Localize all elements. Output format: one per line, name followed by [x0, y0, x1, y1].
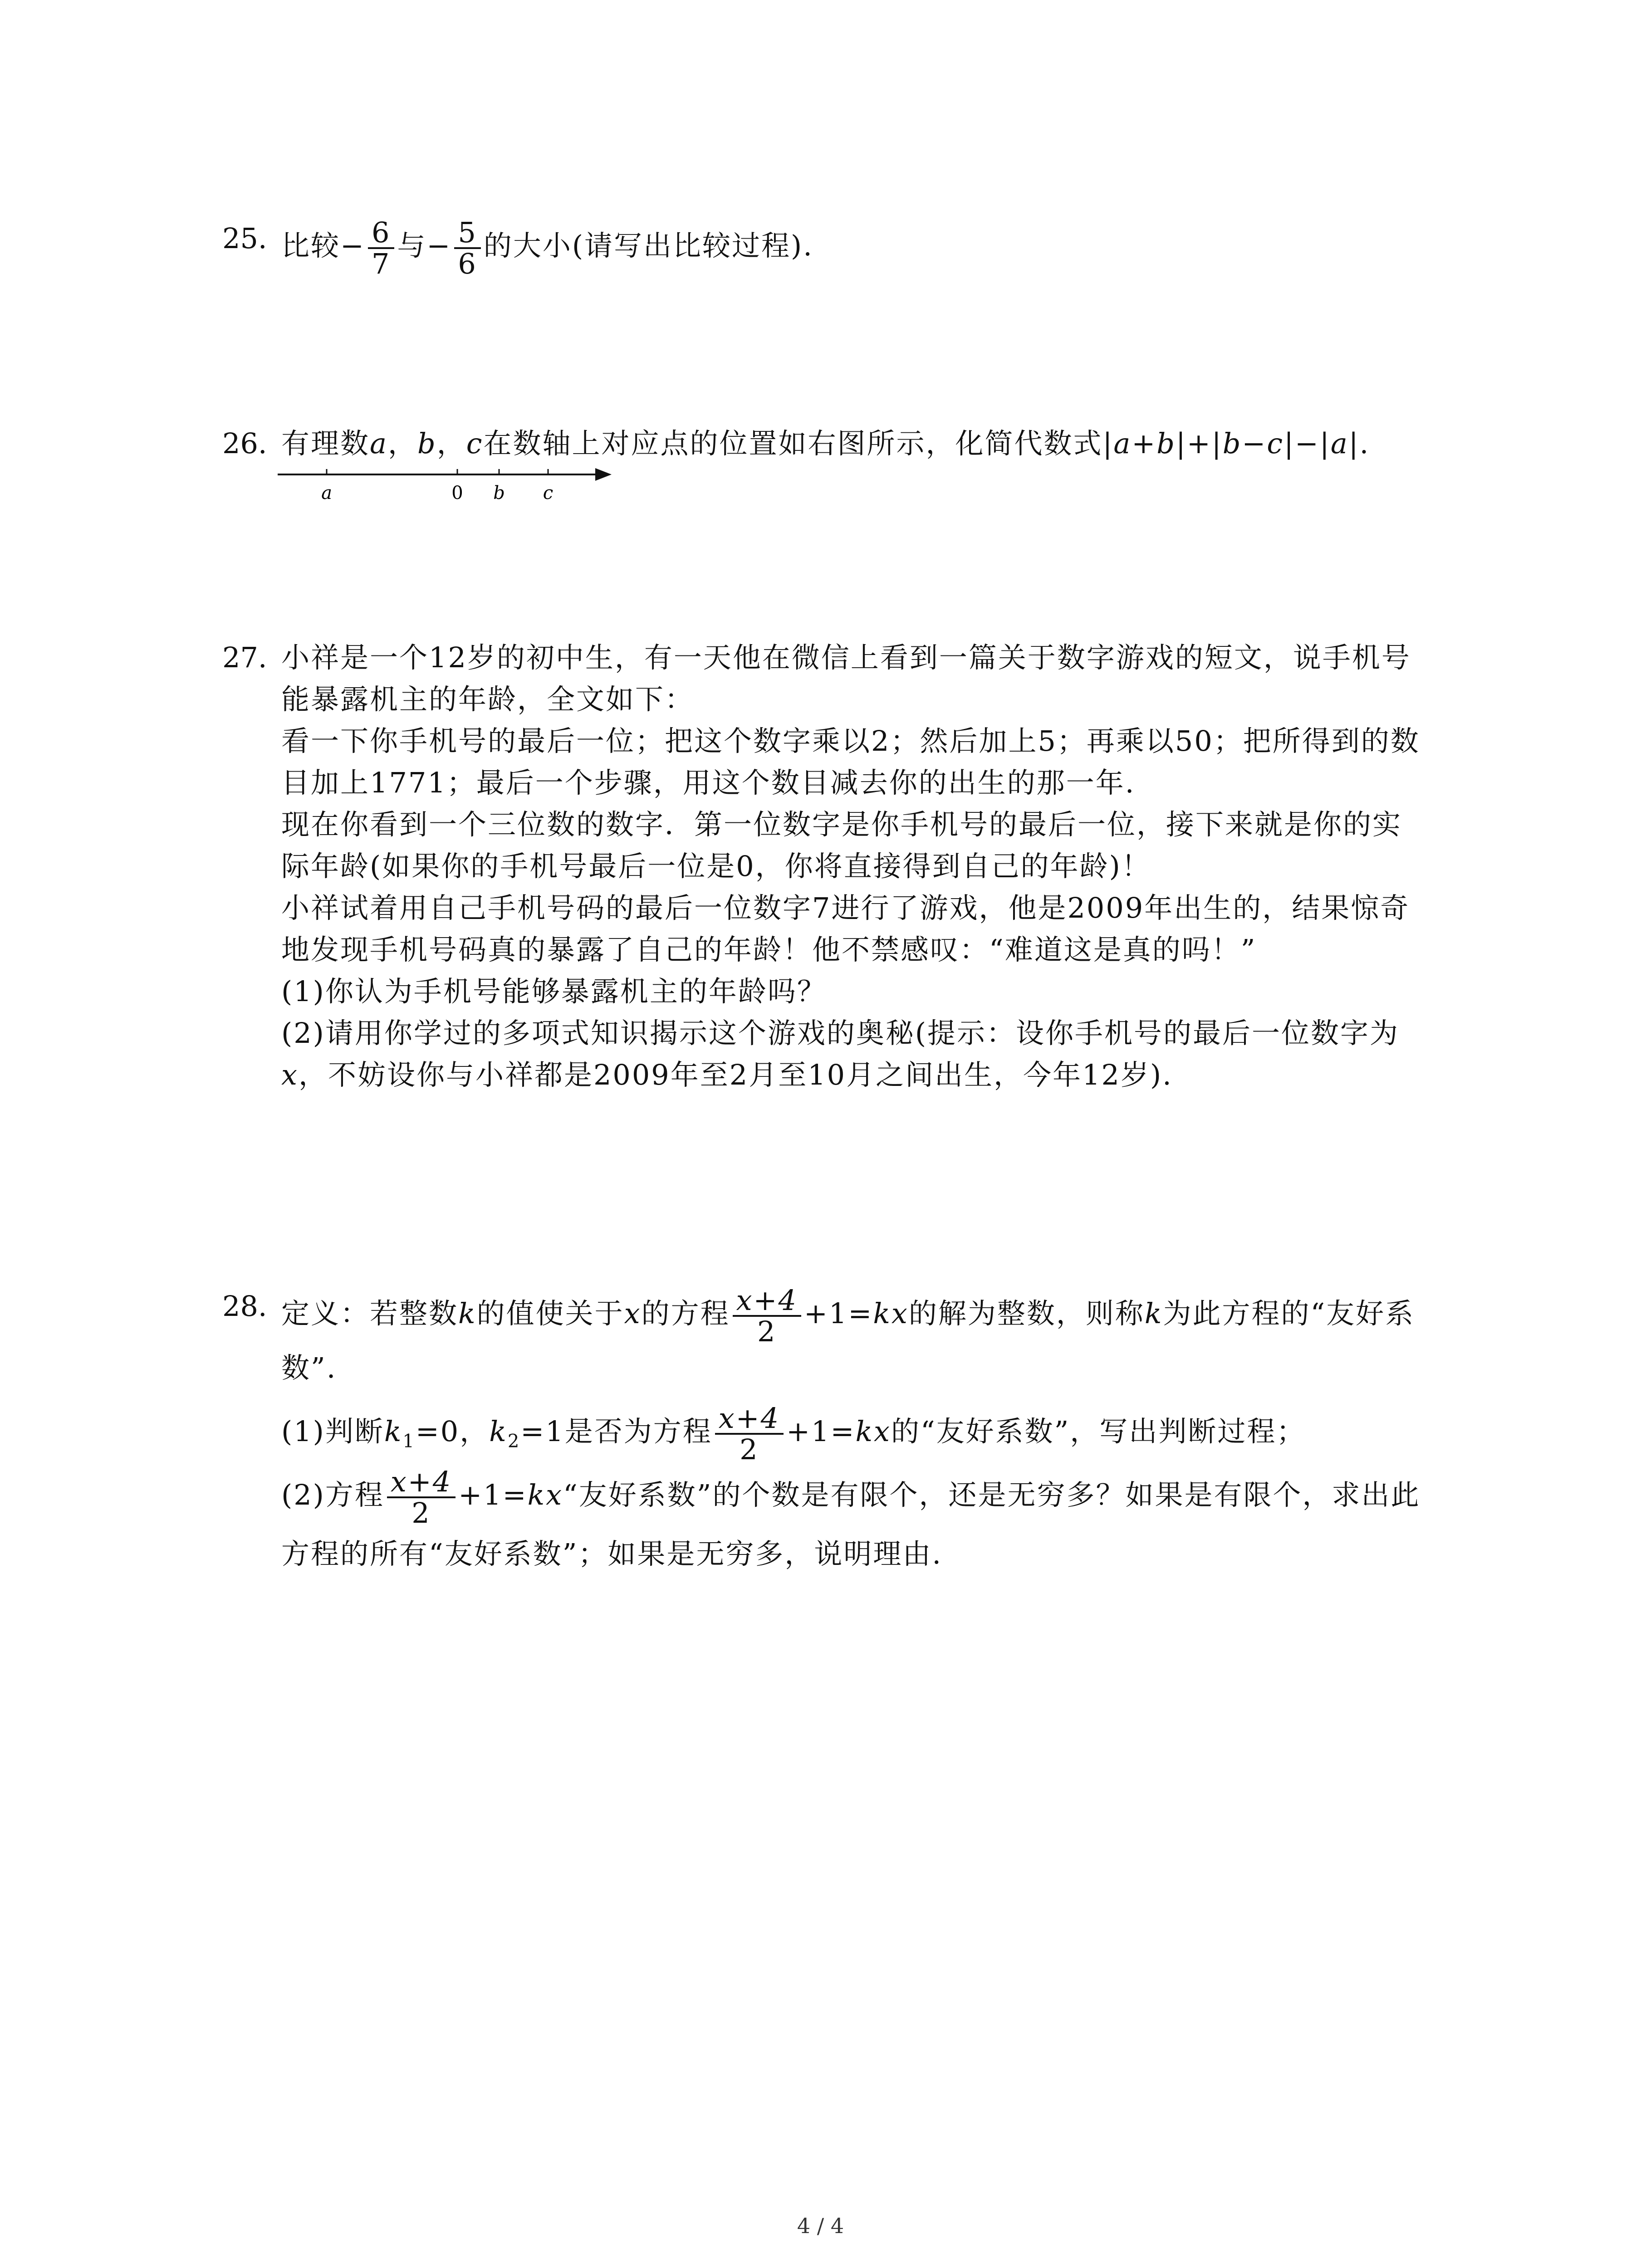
q28-s1a: (1)判断: [281, 1415, 384, 1448]
q28-subq-2: [281, 1467, 1421, 1528]
q26-text: [281, 423, 1370, 464]
q28-s1-k2: k: [489, 1415, 508, 1448]
q26-expr-bar2: |−|: [1284, 427, 1331, 460]
q28-s2-frac-num-text: x+4: [390, 1465, 452, 1498]
label-c: c: [543, 483, 554, 503]
q28-fraction: [733, 1284, 801, 1349]
q27-line-3: 看一下你手机号的最后一位；把这个数字乘以2；然后加上5；再乘以50；把所得到的数: [281, 724, 1420, 758]
q26-expr-a2: a: [1330, 427, 1349, 460]
q28-s1-fraction: [715, 1403, 784, 1464]
q26-var-c: c: [466, 427, 484, 460]
q28-subq-1: [281, 1403, 1306, 1464]
q27-line-4: 目加上1771；最后一个步骤，用这个数目减去你的出生的那一年.: [281, 766, 1136, 799]
q26-expr-plus: +: [1132, 427, 1157, 460]
page-number: 4 / 4: [797, 2214, 844, 2238]
q25-part2: 与−: [397, 229, 452, 263]
q28-frac-num-text: x+4: [736, 1284, 798, 1317]
q25-number: 25.: [222, 222, 267, 255]
q26-number: 26.: [222, 427, 267, 460]
q28-s1-frac-numerator: [715, 1403, 784, 1435]
q26-expr-b: b: [1156, 427, 1176, 460]
q25-frac1-numerator: 6: [368, 218, 394, 249]
q28-a1: 定义：若整数: [281, 1297, 459, 1330]
q28-line-1: [281, 1284, 1415, 1349]
label-zero: 0: [451, 483, 463, 503]
q28-frac-numerator: [733, 1286, 801, 1317]
q28-s2-fraction: [387, 1467, 456, 1528]
q27-number: 27.: [222, 641, 267, 674]
q27-line-6: 际年龄(如果你的手机号最后一位是0，你将直接得到自己的年龄)！: [281, 850, 1151, 883]
q28-frac-denominator: 2: [757, 1315, 777, 1349]
q26-expr-end: |.: [1348, 427, 1370, 460]
q25-frac2-numerator: 5: [454, 218, 480, 249]
q25-part1: 比较−: [281, 229, 365, 263]
q26-var-b: b: [417, 427, 437, 460]
q28-a2: 的值使关于: [476, 1297, 624, 1330]
q27-line-11-text: ，不妨设你与小祥都是2009年至2月至10月之间出生，今年12岁).: [298, 1058, 1173, 1091]
q27-line-11: [281, 1054, 1173, 1096]
q28-s2-frac-numerator: [387, 1467, 456, 1498]
q27-line-2: 能暴露机主的年龄，全文如下：: [281, 683, 695, 716]
q25-fraction-5-6: [454, 218, 480, 279]
q27-subq-1: (1)你认为手机号能够暴露机主的年龄吗？: [281, 975, 827, 1008]
q28-s2a: (2)方程: [281, 1478, 384, 1512]
q27-line-7: 小祥试着用自己手机号码的最后一位数字7进行了游戏，他是2009年出生的，结果惊奇: [281, 891, 1410, 924]
q28-number: 28.: [222, 1290, 267, 1323]
q28-s1-k1: k: [384, 1415, 403, 1448]
number-line-arrow: [595, 468, 612, 481]
q25-frac1-denominator: 7: [371, 247, 391, 281]
q28-s1-frac-num-text: x+4: [718, 1402, 780, 1435]
q26-sep2: ，: [436, 427, 466, 460]
q28-s2c: “友好系数”的个数是有限个，还是无穷多？如果是有限个，求出此: [563, 1478, 1421, 1512]
q28-a3: 的方程: [641, 1297, 730, 1330]
q26-t1: 有理数: [281, 427, 370, 460]
label-a: a: [321, 483, 332, 503]
q28-var-kx: kx: [873, 1297, 909, 1330]
q28-line-2: 数”.: [281, 1351, 337, 1384]
q25-part3: 的大小(请写出比较过程).: [483, 229, 813, 263]
q28-subq-2-line-2: 方程的所有“友好系数”；如果是无穷多，说明理由.: [281, 1537, 943, 1570]
q27-line-8: 地发现手机号码真的暴露了自己的年龄！他不禁感叹：“难道这是真的吗！”: [281, 933, 1257, 966]
q28-var-k: k: [458, 1297, 477, 1330]
q28-var-x: x: [624, 1297, 642, 1330]
q25-text: [281, 218, 813, 279]
q28-a4: +1=: [803, 1297, 873, 1330]
q28-a5: 的解为整数，则称: [908, 1297, 1145, 1330]
q28-s1c: =1是否为方程: [520, 1415, 712, 1448]
q26-expr-bar: |+|: [1176, 427, 1223, 460]
q28-s2-kx: kx: [527, 1478, 563, 1512]
q28-s1-sub1: 1: [402, 1431, 416, 1452]
q25-frac2-denominator: 6: [458, 247, 477, 281]
q26-expr-c: c: [1267, 427, 1284, 460]
q26-var-a: a: [370, 427, 388, 460]
q25-fraction-6-7: [368, 218, 394, 279]
q28-s1b: =0，: [415, 1415, 490, 1448]
q26-expr-minus: −: [1242, 427, 1267, 460]
q26-expr-a: a: [1113, 427, 1132, 460]
q27-line-5: 现在你看到一个三位数的数字．第一位数字是你手机号的最后一位，接下来就是你的实: [281, 808, 1402, 841]
q28-var-k2: k: [1144, 1297, 1163, 1330]
q28-s1-sub2: 2: [507, 1431, 521, 1452]
q28-s2-frac-denominator: 2: [411, 1496, 431, 1530]
number-line-diagram: [272, 463, 617, 513]
q28-s1e: 的“友好系数”，写出判断过程；: [891, 1415, 1306, 1448]
q26-expr-b2: b: [1222, 427, 1242, 460]
q28-s1-kx: kx: [855, 1415, 891, 1448]
label-b: b: [493, 483, 505, 503]
q27-line-1: 小祥是一个12岁的初中生，有一天他在微信上看到一篇关于数字游戏的短文，说手机号: [281, 641, 1411, 674]
q27-var-x: x: [281, 1058, 299, 1091]
q28-s1d: +1=: [786, 1415, 856, 1448]
q28-s1-frac-denominator: 2: [740, 1433, 759, 1466]
q27-subq-2: (2)请用你学过的多项式知识揭示这个游戏的奥秘(提示：设你手机号的最后一位数字为: [281, 1017, 1400, 1050]
q26-sep1: ，: [387, 427, 417, 460]
q26-t2: 在数轴上对应点的位置如右图所示，化简代数式|: [483, 427, 1114, 460]
q28-a6: 为此方程的“友好系: [1163, 1297, 1415, 1330]
q28-s2b: +1=: [458, 1478, 528, 1512]
